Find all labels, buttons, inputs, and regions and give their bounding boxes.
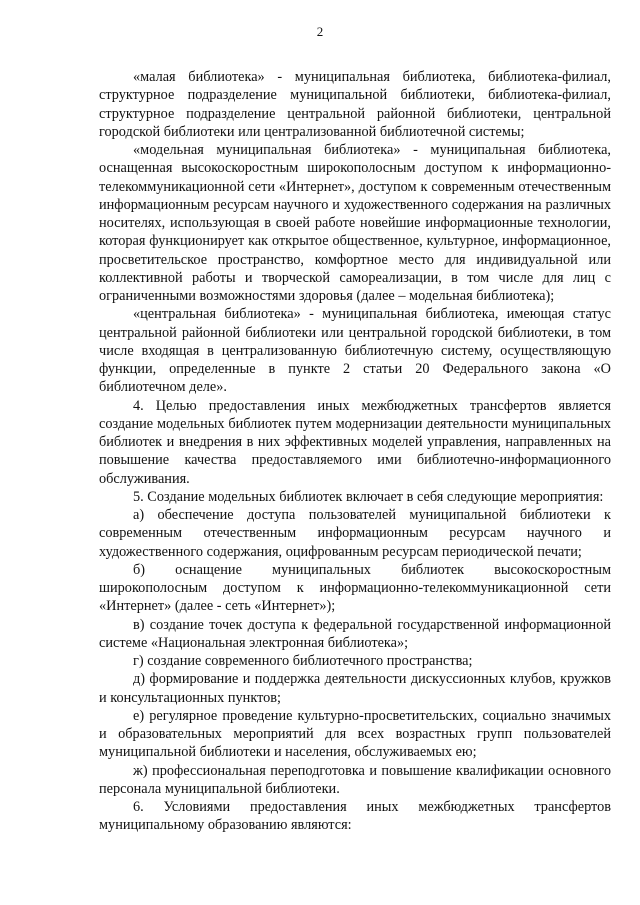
clause-4-purpose: 4. Целью предоставления иных межбюджетных трансфертов является создание модельных библиотек путем модернизации деятельности муниципальных библиотек и внедрения в них эффективных моделей управления, направленных на повышение качества предоставляемого ими библиотечно-информационного обслуживания. [99, 397, 611, 487]
document-body [99, 68, 611, 835]
measure-a: а) обеспечение доступа пользователей муниципальной библиотеки к современным отечественным информационным ресурсам научного и художественного содержания, оцифрованным ресурсам периодической печати; [99, 507, 611, 560]
definition-small-library: «малая библиотека» - муниципальная библиотека, библиотека-филиал, структурное подразделение муниципальной библиотеки, библиотека-филиал, структурное подразделение центральной районной библиотеки, центральной городской библиотеки или централизованной библиотечной системы; [99, 69, 611, 140]
measure-e: е) регулярное проведение культурно-просветительских, социально значимых и образовательных мероприятий для всех возрастных групп пользователей муниципальной библиотеки и населения, обслуживаемых ею; [99, 707, 611, 761]
measure-g: г) создание современного библиотечного пространства; [133, 653, 473, 669]
measure-d: д) формирование и поддержка деятельности дискуссионных клубов, кружков и консультационных пунктов; [99, 671, 611, 706]
page-number: 2 [316, 24, 324, 39]
clause-5-measures: 5. Создание модельных библиотек включает в себя следующие мероприятия: [133, 488, 604, 505]
measure-zh: ж) профессиональная переподготовка и повышение квалификации основного персонала муниципальной библиотеки. [99, 762, 611, 797]
clause-6-conditions: 6. Условиями предоставления иных межбюджетных трансфертов муниципальному образованию являются: [99, 799, 611, 834]
definition-model-library: «модельная муниципальная библиотека» - муниципальная библиотека, оснащенная высокоскоростным широкополосным доступом к информационно-телекоммуникационной сети «Интернет», доступом к современным отечественным информационным ресурсам научного и художественного содержания на различных носителях, использующая в своей работе новейшие информационные технологии, которая функционирует как открытое общественное, культурное, информационное, просветительское пространство, комфортное место для индивидуальной или коллективной работы и творческой самореализации, в том числе для лиц с ограниченными возможностями здоровья (далее – модельная библиотека); [99, 142, 611, 304]
definition-central-library: «центральная библиотека» - муниципальная библиотека, имеющая статус центральной районной библиотеки или центральной городской библиотеки, в том числе входящая в централизованную библиотечную систему, осуществляющую функции, определенные в пункте 2 статьи 20 Федерального закона «О библиотечном деле». [99, 306, 611, 396]
measure-v: в) создание точек доступа к федеральной государственной информационной системе «Национальная электронная библиотека»; [99, 616, 611, 651]
measure-b: б) оснащение муниципальных библиотек высокоскоростным широкополосным доступом к информационно-телекоммуникационной сети «Интернет» (далее - сеть «Интернет»); [99, 561, 611, 615]
